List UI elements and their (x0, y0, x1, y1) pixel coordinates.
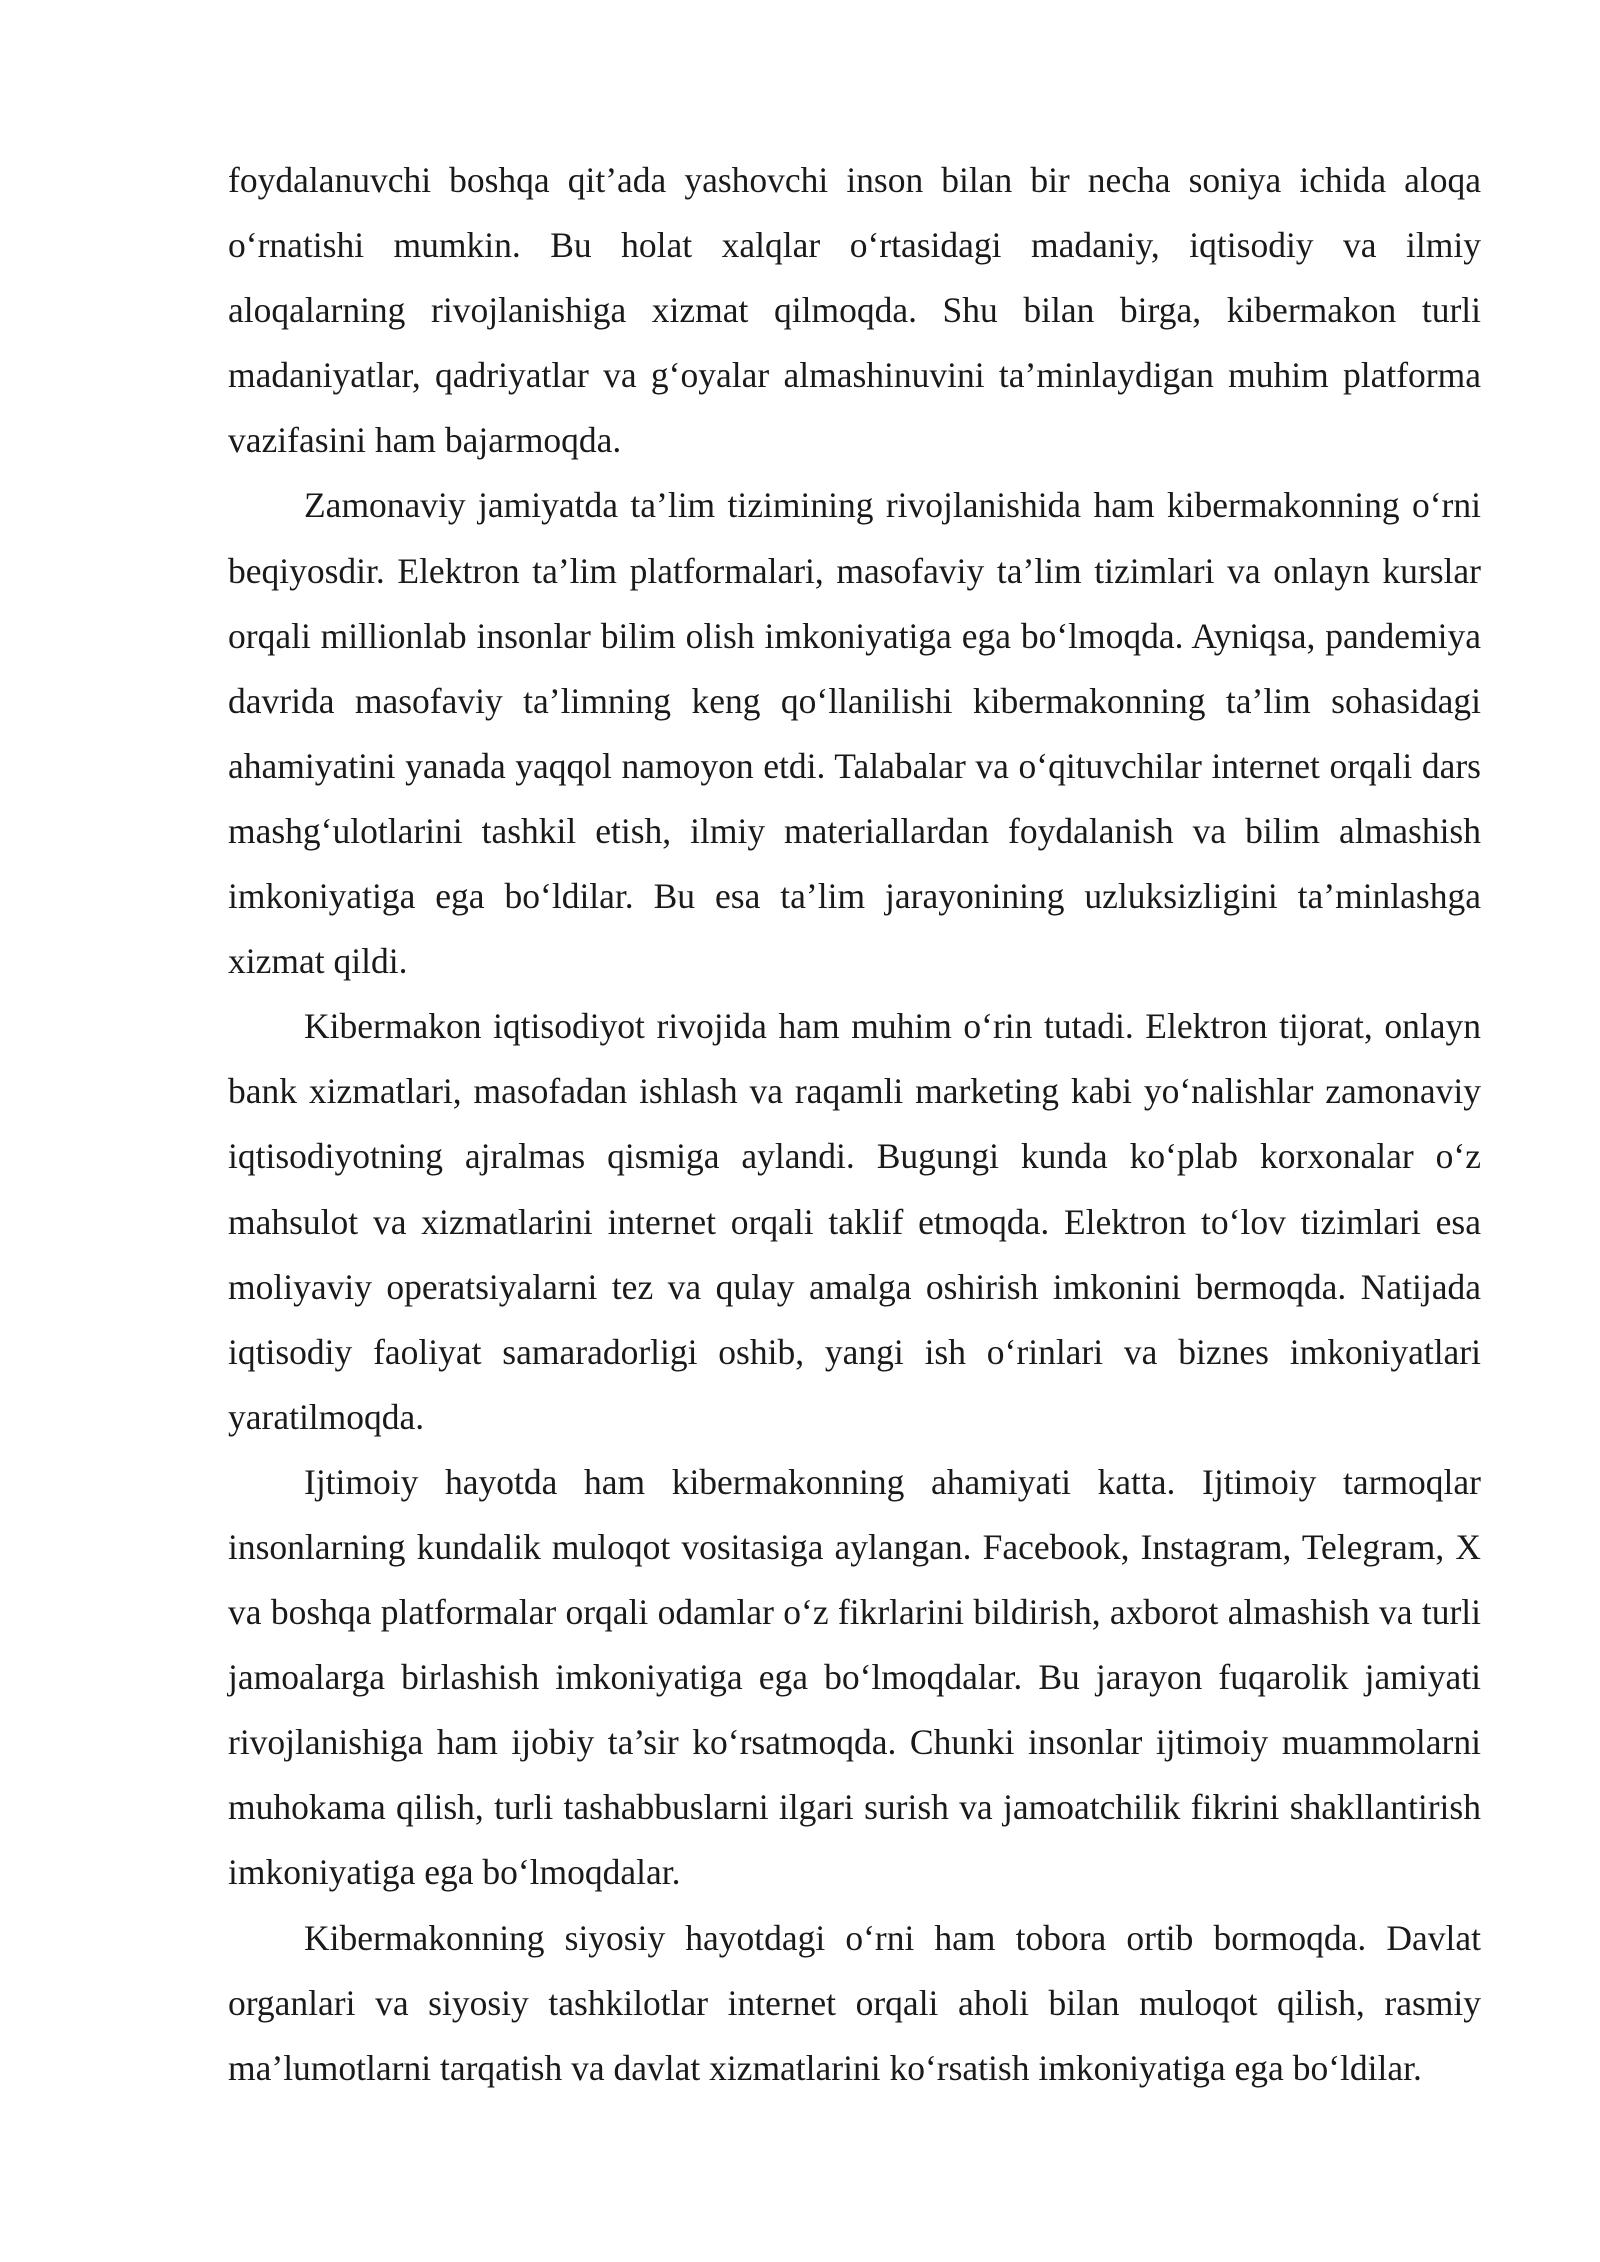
paragraph-5: Kibermakonning siyosiy hayotdagi o‘rni ham tobora ortib bormoqda. Davlat organlari va siyosiy tashkilotlar internet orqali aholi bilan muloqot qilish, rasmiy ma’lumotlarni tarqatish va davlat xizmatlarini ko‘rsatish imkoniyatiga ega bo‘ldilar. (228, 1917, 1481, 2088)
paragraph-2: Zamonaviy jamiyatda ta’lim tizimining rivojlanishida ham kibermakonning o‘rni beqiyosdir. Elektron ta’lim platformalari, masofaviy ta’lim tizimlari va onlayn kurslar orqali millionlab insonlar bilim olish imkoniyatiga ega bo‘lmoqda. Ayniqsa, pandemiya davrida masofaviy ta’limning keng qo‘llanilishi kibermakonning ta’lim sohasidagi ahamiyatini yanada yaqqol namoyon etdi. Talabalar va o‘qituvchilar internet orqali dars mashg‘ulotlarini tashkil etish, ilmiy materiallardan foydalanish va bilim almashish imkoniyatiga ega bo‘ldilar. Bu esa ta’lim jarayonining uzluksizligini ta’minlashga xizmat qildi. (228, 485, 1481, 982)
paragraph-3: Kibermakon iqtisodiyot rivojida ham muhim o‘rin tutadi. Elektron tijorat, onlayn bank xizmatlari, masofadan ishlash va raqamli marketing kabi yo‘nalishlar zamonaviy iqtisodiyotning ajralmas qismiga aylandi. Bugungi kunda ko‘plab korxonalar o‘z mahsulot va xizmatlarini internet orqali taklif etmoqda. Elektron to‘lov tizimlari esa moliyaviy operatsiyalarni tez va qulay amalga oshirish imkonini bermoqda. Natijada iqtisodiy faoliyat samaradorligi oshib, yangi ish o‘rinlari va biznes imkoniyatlari yaratilmoqda. (228, 1006, 1481, 1437)
document-body (228, 148, 1481, 2101)
paragraph-1: foydalanuvchi boshqa qit’ada yashovchi inson bilan bir necha soniya ichida aloqa o‘rnatishi mumkin. Bu holat xalqlar o‘rtasidagi madaniy, iqtisodiy va ilmiy aloqalarning rivojlanishiga xizmat qilmoqda. Shu bilan birga, kibermakon turli madaniyatlar, qadriyatlar va g‘oyalar almashinuvini ta’minlaydigan muhim platforma vazifasini ham bajarmoqda. (228, 160, 1481, 461)
paragraph-4: Ijtimoiy hayotda ham kibermakonning ahamiyati katta. Ijtimoiy tarmoqlar insonlarning kundalik muloqot vositasiga aylangan. Facebook, Instagram, Telegram, X va boshqa platformalar orqali odamlar o‘z fikrlarini bildirish, axborot almashish va turli jamoalarga birlashish imkoniyatiga ega bo‘lmoqdalar. Bu jarayon fuqarolik jamiyati rivojlanishiga ham ijobiy ta’sir ko‘rsatmoqda. Chunki insonlar ijtimoiy muammolarni muhokama qilish, turli tashabbuslarni ilgari surish va jamoatchilik fikrini shakllantirish imkoniyatiga ega bo‘lmoqdalar. (228, 1461, 1481, 1893)
